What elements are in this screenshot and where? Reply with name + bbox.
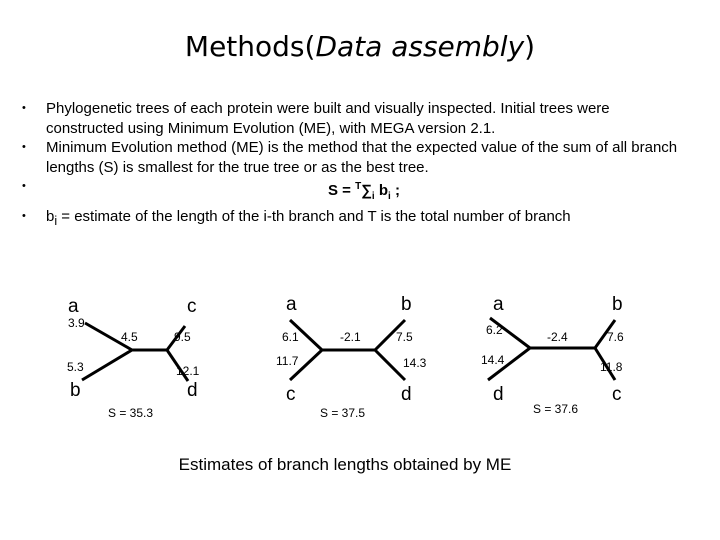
bullet-text: Phylogenetic trees of each protein were built and visually inspected. Initial trees were constructed using Minimum Evolution (ME), with MEGA version 2.1.: [46, 100, 610, 137]
tree-3: [488, 318, 615, 380]
tree-score: S = 37.5: [320, 406, 366, 420]
title-italic: Data assembly: [315, 30, 525, 63]
tree-2-labels: [276, 294, 427, 420]
branch-length-label: 7.6: [607, 330, 624, 344]
leaf-label: c: [286, 384, 296, 405]
leaf-label: d: [493, 384, 504, 405]
branch-length-label: 4.5: [121, 330, 138, 344]
tree-1-labels: [67, 296, 200, 420]
leaf-label: b: [401, 294, 412, 315]
branch-length-label: -2.4: [547, 330, 568, 344]
leaf-label: d: [401, 384, 412, 405]
branch-length-label: 12.1: [176, 364, 200, 378]
definition-b: b: [46, 207, 55, 225]
branch: [375, 350, 405, 380]
branch: [82, 350, 132, 380]
tree-3-labels: [481, 294, 624, 416]
formula-lhs: S =: [328, 182, 356, 199]
definition-sub: i: [54, 213, 58, 228]
leaf-label: d: [187, 380, 198, 401]
branch-length-label: -2.1: [340, 330, 361, 344]
formula-sigma: ∑: [361, 182, 372, 199]
formula-sup: T: [355, 181, 362, 192]
leaf-label: c: [187, 296, 197, 317]
branch-length-label: 14.3: [403, 356, 427, 370]
branch-length-label: 6.2: [486, 323, 503, 337]
definition-body: = estimate of the length of the i-th branch and T is the total number of branch: [57, 207, 571, 225]
formula-tail: ;: [390, 182, 400, 199]
branch-length-label: 3.9: [68, 316, 85, 330]
formula-sub: i: [371, 191, 375, 202]
figure-caption: Estimates of branch lengths obtained by ME: [178, 455, 512, 474]
branch-length-label: 6.1: [282, 330, 299, 344]
title-suffix: ): [524, 30, 536, 63]
leaf-label: a: [68, 296, 79, 317]
bullet-text: Minimum Evolution method (ME) is the method that the expected value of the sum of all branch lengths (S) is smallest for the true tree or as the best tree.: [46, 139, 678, 176]
formula-body: b: [374, 182, 389, 199]
branch-length-label: 7.5: [396, 330, 413, 344]
leaf-label: c: [612, 384, 622, 405]
bullet-symbol: •: [22, 209, 26, 222]
branch-length-label: 9.5: [174, 330, 191, 344]
branch-length-label: 14.4: [481, 353, 505, 367]
bullet-symbol: •: [22, 180, 26, 192]
branch-length-label: 5.3: [67, 360, 84, 374]
formula-sub2: i: [388, 191, 391, 202]
leaf-label: a: [493, 294, 504, 315]
leaf-label: b: [70, 380, 81, 401]
tree-score: S = 35.3: [108, 406, 154, 420]
bullet-symbol: •: [22, 141, 26, 153]
bullet-symbol: •: [22, 102, 26, 114]
branch-length-label: 11.8: [600, 360, 623, 374]
leaf-label: a: [286, 294, 297, 315]
tree-2: [290, 320, 405, 380]
branch-length-label: 11.7: [276, 354, 299, 368]
tree-score: S = 37.6: [533, 402, 579, 416]
title-prefix: Methods(: [184, 30, 316, 63]
leaf-label: b: [612, 294, 623, 315]
